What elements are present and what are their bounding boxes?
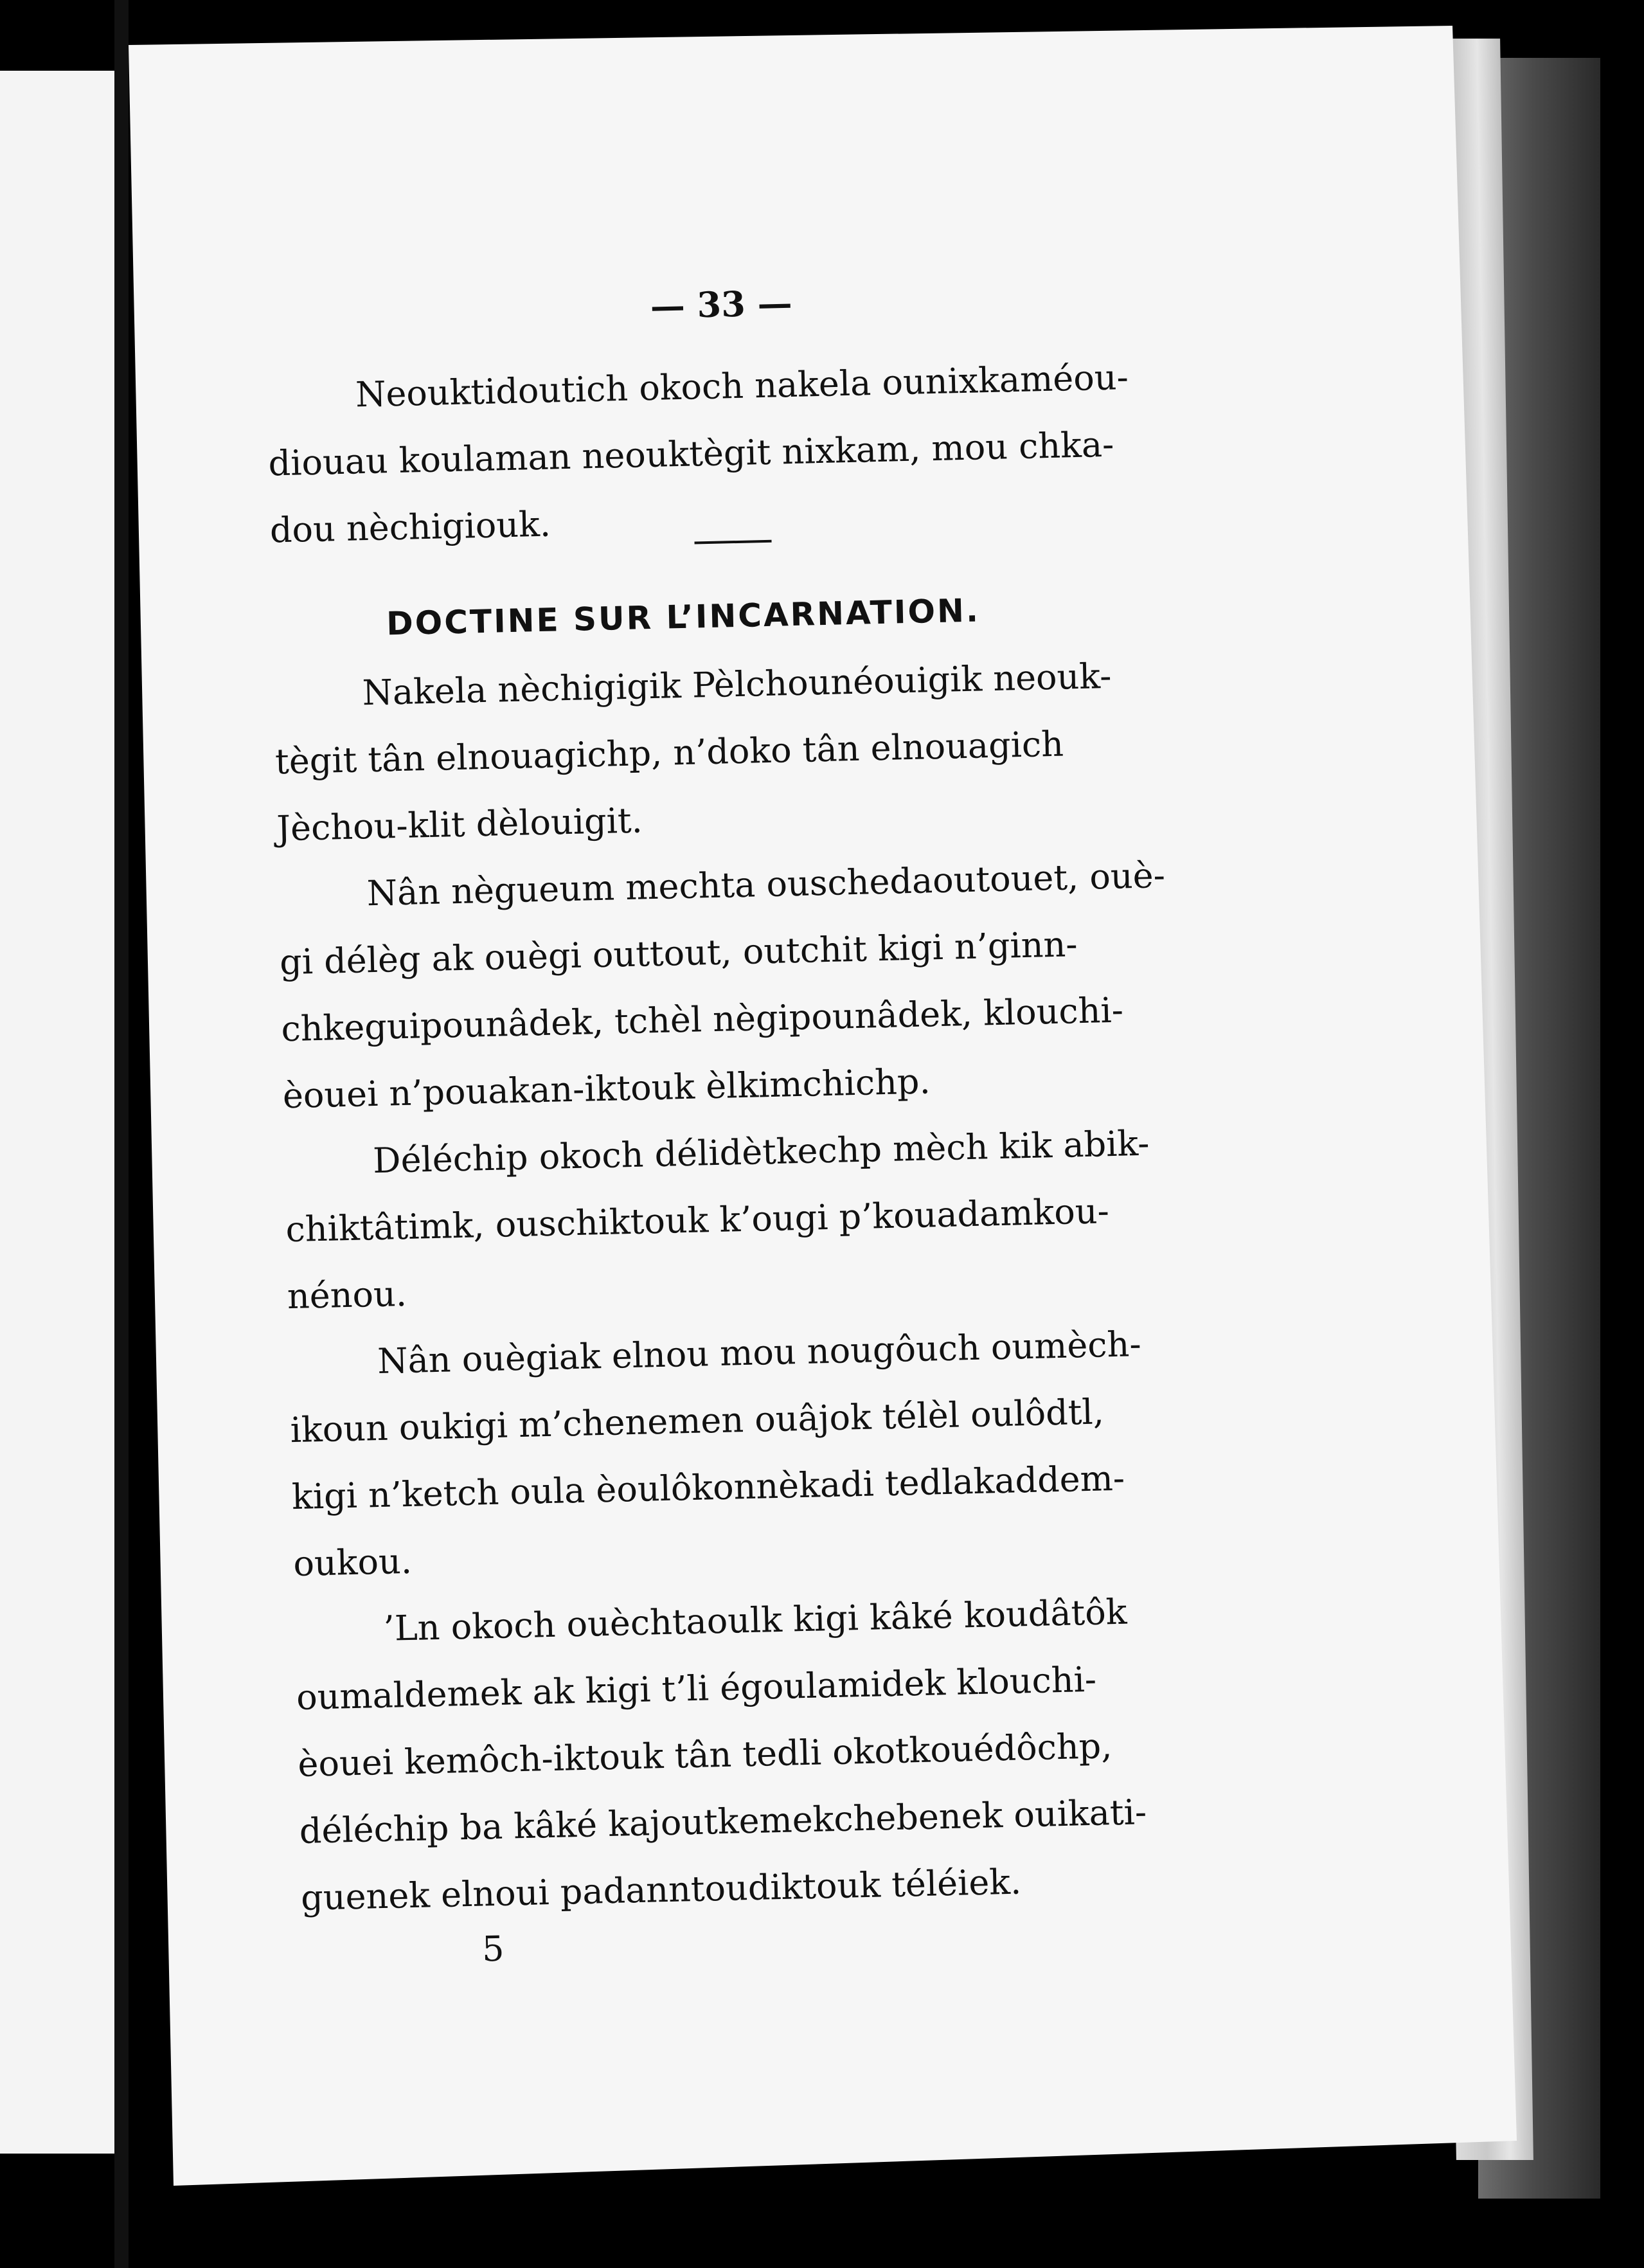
text-line: Nân ouègiak elnou mou nougôuch oumèch- [377,1324,1142,1382]
text-line: chkeguipounâdek, tchèl nègipounâdek, klouchi- [280,989,1124,1050]
text-line: Neouktidoutich okoch nakela ounixkaméou- [355,357,1129,415]
text-line: oukou. [292,1540,413,1585]
section-heading: DOCTINE SUR L’INCARNATION. [386,591,981,643]
text-line: Déléchip okoch délidètkechp mèch kik abik- [372,1122,1150,1182]
section-rule [695,540,772,544]
text-line: déléchip ba kâké kajoutkemekchebenek ouikati- [299,1792,1147,1851]
text-line: diouau koulaman neouktègit nixkam, mou chka- [267,424,1114,484]
text-line: kigi n’ketch oula èoulôkonnèkadi tedlakaddem- [291,1457,1125,1518]
text-line: tègit tân elnouagichp, n’doko tân elnouagich [274,723,1064,782]
text-line: ’Ln okoch ouèchtaoulk kigi kâké koudâtôk [383,1591,1128,1649]
text-line: èouei kemôch-iktouk tân tedli okotkouédôchp, [297,1725,1113,1785]
page-number: — 33 — [650,282,793,327]
text-line: èouei n’pouakan-iktouk èlkimchichp. [282,1061,931,1117]
text-line: Nân nègueum mechta ouschedaoutouet, ouè- [366,855,1166,914]
text-line: guenek elnoui padanntoudiktouk téléiek. [300,1861,1022,1918]
text-line: nénou. [287,1273,407,1317]
text-line: gi délèg ak ouègi outtout, outchit kigi n’ginn- [279,924,1078,983]
text-line: ikoun oukigi m’chenemen ouâjok télèl oulôdtl, [289,1391,1105,1451]
text-line: dou nèchigiouk. [269,503,551,551]
text-line: chiktâtimk, ouschiktouk k’ougi p’kouadamkou- [285,1191,1110,1250]
text-line: Nakela nèchigigik Pèlchounéouigik neouk- [362,655,1112,714]
text-line: oumaldemek ak kigi t’li égoulamidek klouchi- [296,1659,1097,1718]
text-line: Jèchou-klit dèlouigit. [276,800,643,849]
signature-mark: 5 [481,1928,505,1970]
